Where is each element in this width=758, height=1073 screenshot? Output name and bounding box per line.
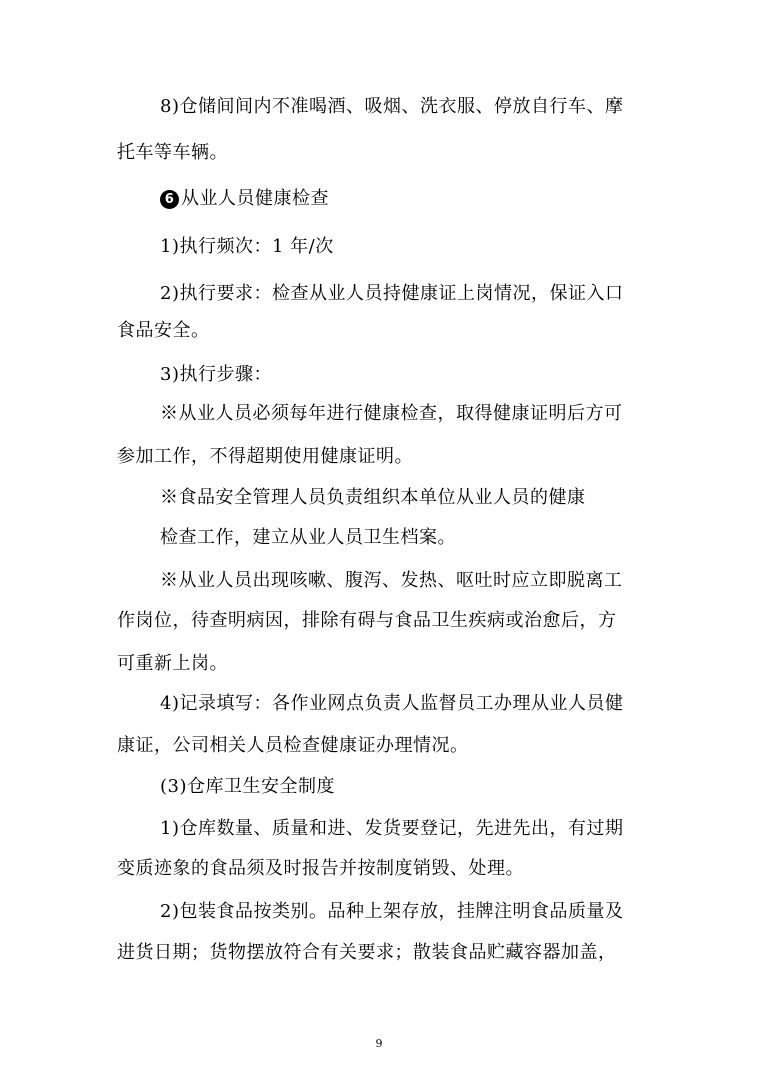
text-line: 变质迹象的食品须及时报告并按制度销毁、处理。 [117,858,524,879]
text-line: 进货日期；货物摆放符合有关要求；散装食品贮藏容器加盖， [117,942,617,963]
text-line: 8)仓储间间内不准喝酒、吸烟、洗衣服、停放自行车、摩 [160,96,624,117]
text-line: 2)包装食品按类别。品种上架存放，挂牌注明食品质量及 [160,901,624,922]
text-line: 参加工作，不得超期使用健康证明。 [117,446,413,467]
text-line: 3)执行步骤： [160,364,272,385]
text-line: ※从业人员出现咳嗽、腹泻、发热、呕吐时应立即脱离工 [160,570,623,591]
circled-number-marker: 6 [160,190,179,209]
text-line: ※食品安全管理人员负责组织本单位从业人员的健康 [160,487,586,508]
text-line: 1)执行频次：1 年/次 [160,236,334,257]
subsection-heading: (3)仓库卫生安全制度 [160,776,335,797]
text-line: ※从业人员必须每年进行健康检查，取得健康证明后方可 [160,403,623,424]
text-line: 4)记录填写：各作业网点负责人监督员工办理从业人员健 [160,693,624,714]
section-heading-text: 从业人员健康检查 [181,188,329,209]
text-line: 作岗位，待查明病因，排除有碍与食品卫生疾病或治愈后，方 [117,610,617,631]
text-line: 康证，公司相关人员检查健康证办理情况。 [117,735,469,756]
text-line: 托车等车辆。 [117,142,228,163]
page-number: 9 [375,1037,383,1050]
text-line: 2)执行要求：检查从业人员持健康证上岗情况，保证入口 [160,283,624,304]
text-line: 食品安全。 [117,320,210,341]
text-line: 可重新上岗。 [117,653,228,674]
text-line: 1)仓库数量、质量和进、发货要登记，先进先出，有过期 [160,818,624,839]
section-heading [160,188,329,210]
text-line: 检查工作，建立从业人员卫生档案。 [160,527,456,548]
